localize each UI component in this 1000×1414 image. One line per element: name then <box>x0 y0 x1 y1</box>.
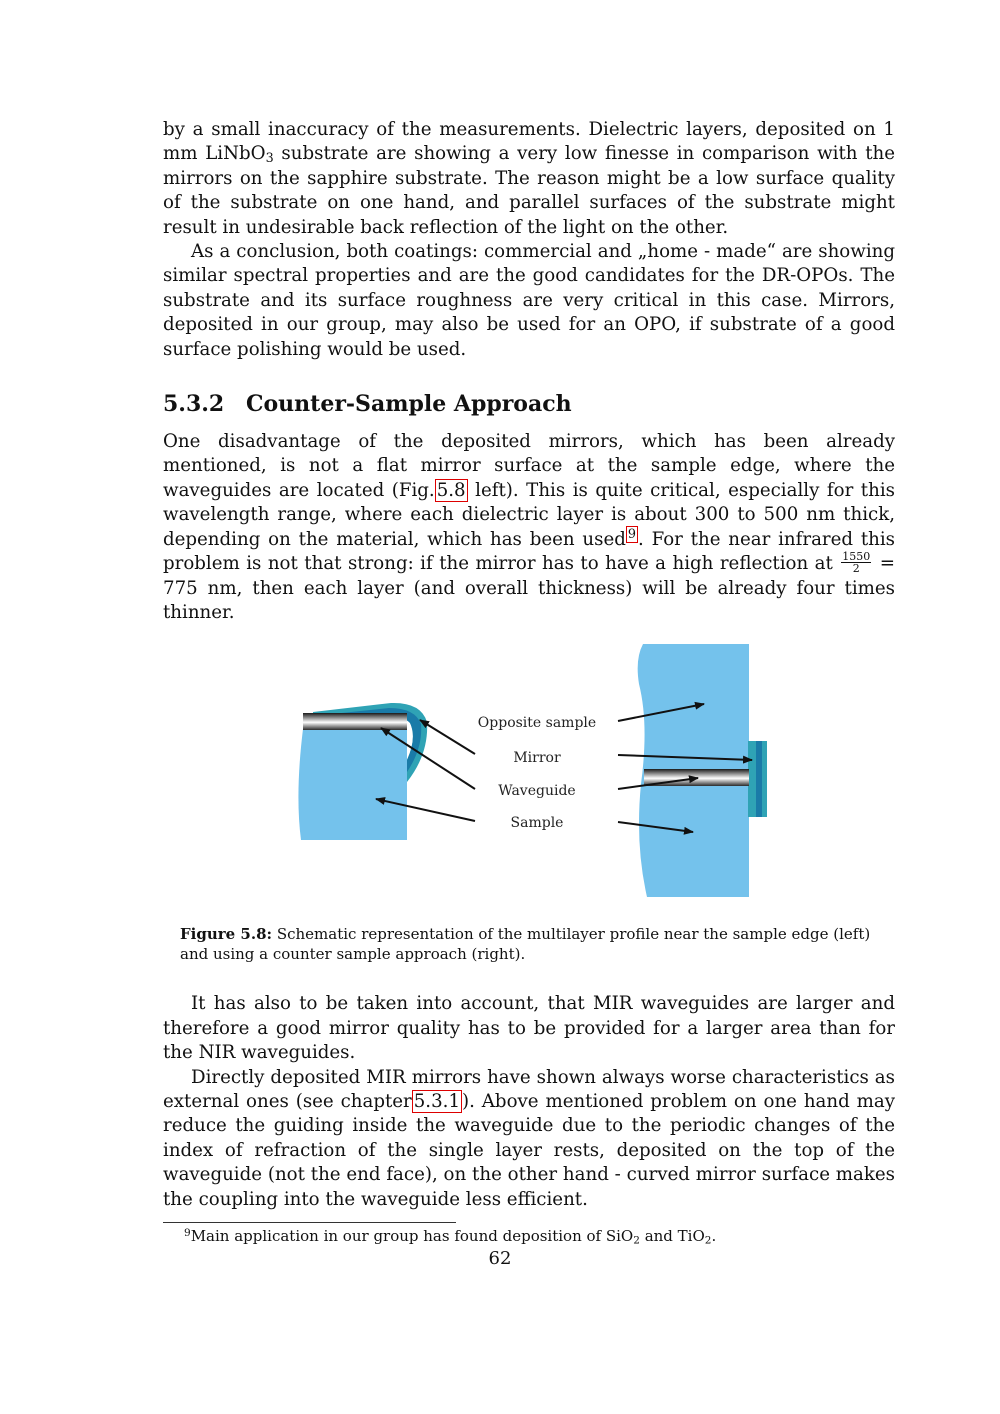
figure-caption: Figure 5.8: Schematic representation of the multilayer profile near the sample edge (left) and using a counter sample approach (right). <box>180 925 871 964</box>
left-waveguide <box>303 713 407 730</box>
figure-ref-link[interactable]: 5.8 <box>436 479 466 501</box>
paragraph-4: It has also to be taken into account, that MIR waveguides are larger and therefore a good mirror quality has to be provided for a larger area than for the NIR waveguides. <box>163 993 895 1064</box>
footnote: $^9$Main application in our group has found deposition of SiO$_2$ and TiO$_2$. <box>184 1226 717 1247</box>
page-body <box>163 118 895 1246</box>
figure-diagram <box>163 644 895 904</box>
caption-label: Figure 5.8: <box>180 925 273 944</box>
section-number: 5.3.2 <box>163 391 225 418</box>
figure-5-8 <box>163 644 895 904</box>
right-mirror-inner <box>756 741 762 817</box>
paragraph-1: by a small inaccuracy of the measurements. Dielectric layers, deposited on 1 mm LiNbO$_3$ substrate are showing a very low finesse in comparison with the mirrors on the sapphire substrate. The reason might be a low surface quality of the substrate on one hand, and parallel surfaces of the substrate might result in undesirable back reflection of the light on the other. <box>163 119 895 238</box>
footnote-ref-link[interactable]: 9 <box>627 527 636 543</box>
arrow-mirror-left <box>420 720 475 754</box>
page-number: 62 <box>488 1248 512 1269</box>
left-sample-substrate <box>298 729 407 840</box>
chapter-ref-link[interactable]: 5.3.1 <box>413 1090 461 1112</box>
label-sample: Sample <box>510 815 564 832</box>
paragraph-2: As a conclusion, both coatings: commercial and „home - made“ are showing similar spectral properties and are the good candidates for the DR-OPOs. The substrate and its surface roughness are very critical in this case. Mirrors, deposited in our group, may also be used for an OPO, if substrate of a good surface polishing would be used. <box>163 241 895 360</box>
fraction: $\frac{1550}{2}$ <box>842 549 871 575</box>
section-heading <box>163 390 895 418</box>
label-waveguide: Waveguide <box>498 783 576 800</box>
section-title: Counter-Sample Approach <box>246 391 572 418</box>
footnote-divider <box>163 1222 456 1223</box>
paragraph-3: One disadvantage of the deposited mirrors, which has been already mentioned, is not a flat mirror surface at the sample edge, where the waveguides are located (Fig. 5.8 left). This is quite critical, especially for this wavelength range, where each dielectric layer is about 300 to 500 nm thick, depending on the material, which has been used $^9$ . For the near infrared this problem is not that strong: if the mirror has to have a high reflection at $\frac{1550}{2}$ = 775 nm, then each layer (and overall thickness) will be already four times thinner. <box>163 431 896 623</box>
label-mirror: Mirror <box>513 750 561 767</box>
label-opposite-sample: Opposite sample <box>477 715 597 732</box>
paragraph-5: Directly deposited MIR mirrors have shown always worse characteristics as external ones (see chapter 5.3.1 ). Above mentioned problem on one hand may reduce the guiding inside the waveguide due to the periodic changes of the index of refraction of the single layer rests, deposited on the top of the waveguide (not the end face), on the other hand - curved mirror surface makes the coupling into the waveguide less efficient. <box>163 1066 895 1210</box>
